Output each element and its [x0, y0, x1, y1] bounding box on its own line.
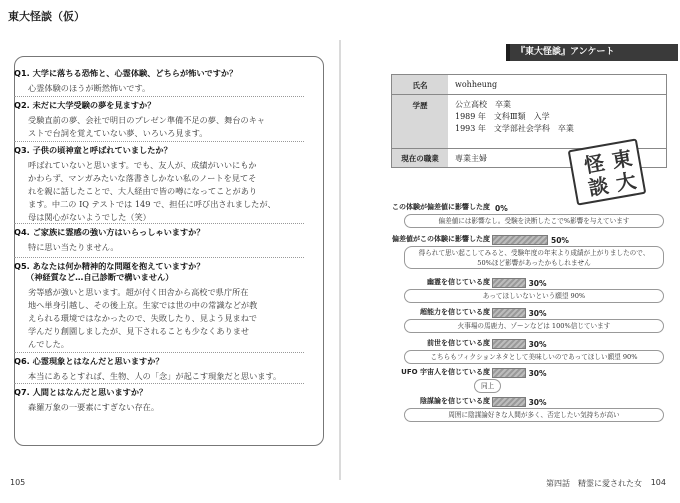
question: Q1. 大学に落ちる恐怖と、心霊体験、どちらが怖いですか？: [14, 68, 238, 78]
survey-bar: [492, 308, 526, 318]
survey-comment: 火事場の馬鹿力、ゾーンなどは 100%信じています: [404, 319, 664, 333]
education-line: 1989 年 文科Ⅲ類 入学: [455, 112, 550, 121]
answer-line: えられる環境ではなかったので、失敗したり、見よう見まねで: [28, 313, 257, 323]
answer-line: 受験直前の夢、会社で明日のプレゼン準備不足の夢、舞台のキャ: [28, 115, 266, 125]
qa-separator: [14, 257, 304, 258]
survey-bar-track: [492, 339, 604, 349]
answer-line: 呼ばれていないと思います。でも、友人が、成績がいいにもか: [28, 160, 257, 170]
answer-line: 本当にあるとすれば、生物、人の「念」が起こす現象だと思います。: [28, 371, 282, 381]
survey-percent: 0%: [495, 204, 508, 213]
qa-separator: [14, 141, 304, 142]
qa-item: [14, 227, 304, 254]
survey-row: [388, 396, 676, 426]
question: Q4. ご家族に霊感の強い方はいらっしゃいますか？: [14, 227, 205, 237]
survey-banner: 『東大怪談』アンケート: [506, 44, 678, 61]
survey-row: [388, 202, 676, 232]
survey-percent: 30%: [528, 398, 547, 407]
answer-line: ます。中二の IQ テストでは 149 で、担任に呼び出されましたが、: [28, 199, 276, 209]
survey-bar-track: [492, 397, 604, 407]
education-line: 公立高校 卒業: [455, 100, 511, 109]
page-gutter: [339, 40, 341, 480]
survey-label: 陰謀論を信じている度: [420, 397, 490, 405]
survey-bar: [492, 278, 526, 288]
qa-separator: [14, 352, 304, 353]
education-line: 1993 年 文学部社会学科 卒業: [455, 124, 574, 133]
qa-separator: [14, 96, 304, 97]
qa-item: [14, 145, 304, 224]
survey-percent: 50%: [551, 236, 569, 245]
stamp-char: 大: [614, 168, 638, 196]
stamp-char: 怪: [582, 150, 607, 178]
answer-line: 地へ単身引越し、その後上京。生家では世の中の常識などが教: [28, 300, 258, 310]
profile-key: 氏名: [392, 75, 448, 94]
question: Q5. あなたは何か精神的な問題を抱えていますか？: [14, 261, 205, 271]
profile-key: 学歴: [392, 95, 448, 148]
question: Q7. 人間とはなんだと思いますか？: [14, 387, 148, 397]
survey-comment: あってほしいないという願望 90%: [404, 289, 664, 303]
survey-percent: 30%: [528, 340, 547, 349]
answer-line: れを親に話したことで、大人経由で皆の噂になってことがあり: [28, 186, 258, 196]
question: Q2. 未だに大学受験の夢を見ますか？: [14, 100, 156, 110]
survey-bar-track: [492, 308, 604, 318]
survey-bar: [492, 397, 526, 407]
survey-bar: [492, 368, 526, 378]
survey-bar-track: [492, 278, 604, 288]
answer-line: 森羅万象の一要素にすぎない存在。: [28, 402, 160, 412]
qa-item: [14, 100, 304, 140]
profile-row-name: [392, 75, 666, 95]
answer-line: 劣等感が強いと思います。超が付く田舎から高校で県庁所在: [28, 287, 249, 297]
chapter-title: 第四話 精霊に愛された女: [546, 479, 642, 488]
survey-row: [388, 367, 676, 397]
page-number-left: 105: [10, 478, 26, 487]
survey-percent: 30%: [528, 369, 547, 378]
answer-line: 心霊体験のほうが断然怖いです。: [28, 83, 151, 93]
survey-label: UFO 宇宙人を信じている度: [401, 368, 490, 376]
survey-row: [388, 234, 676, 267]
survey-row: [388, 338, 676, 368]
running-title: 東大怪談（仮）: [8, 10, 85, 23]
stamp-char: 談: [586, 173, 611, 201]
qa-item: [14, 387, 304, 414]
answer-line: んでした。: [28, 339, 69, 349]
survey-row: [388, 307, 676, 337]
todai-kaidan-stamp: [568, 138, 647, 205]
survey-comment: こちらもフィクションネタとして美味しいのであってほしい願望 90%: [404, 350, 664, 364]
answer-line: 学んだり創園しましたが、見下されることも少なくありませ: [28, 326, 250, 336]
survey-bar-track: [492, 235, 604, 245]
survey-label: 前世を信じている度: [427, 339, 490, 347]
question-sub: （神経質など…自己診断で構いません）: [26, 272, 174, 282]
page-number-right: 104: [650, 478, 666, 487]
survey-label: 偏差値がこの体験に影響した度: [392, 235, 490, 243]
answer-line: かわらず、マンガみたいな落書きしかない私のノートを見てそ: [28, 173, 257, 183]
profile-key: 現在の職業: [392, 149, 448, 167]
question: Q3. 子供の頃神童と呼ばれていましたか？: [14, 145, 172, 155]
qa-item: [14, 68, 304, 95]
question: Q6. 心霊現象とはなんだと思いますか？: [14, 356, 164, 366]
survey-comment: 同上: [474, 379, 501, 393]
qa-separator: [14, 223, 304, 224]
survey-bar: [492, 339, 526, 349]
answer-line: 特に思い当たりません。: [28, 242, 119, 252]
qa-item: [14, 261, 304, 351]
survey-row: [388, 277, 676, 307]
survey-bar-track: [492, 203, 604, 213]
survey-label: 幽霊を信じている度: [427, 278, 490, 286]
profile-value: 専業主婦: [455, 154, 487, 163]
survey-bar-track: [492, 368, 604, 378]
survey-comment: 偏差値には影響なし。受験を決断したこで%影響を与えています: [404, 214, 664, 228]
survey-percent: 30%: [528, 279, 547, 288]
survey-comment: 得られて思い起こしてみると、受験年度の年末より成績が上がりましたので、 50%ほど影響があったかもしれません: [404, 246, 664, 269]
qa-separator: [14, 383, 304, 384]
survey-percent: 30%: [528, 309, 547, 318]
survey-label: この体験が偏差値に影響した度: [392, 203, 490, 211]
survey-comment: 周囲に陰謀論好きな人間が多く、否定したい気持ちが高い: [404, 408, 664, 422]
profile-value: wohheung: [455, 80, 498, 89]
qa-item: [14, 356, 304, 383]
survey-label: 超能力を信じている度: [420, 308, 490, 316]
survey-bar: [492, 235, 548, 245]
answer-line: 母は関心がないようでした（笑）: [28, 212, 151, 222]
stamp-char: 東: [610, 145, 634, 173]
answer-line: ストで台詞を覚えていない夢、いろいろ見ます。: [28, 128, 208, 138]
